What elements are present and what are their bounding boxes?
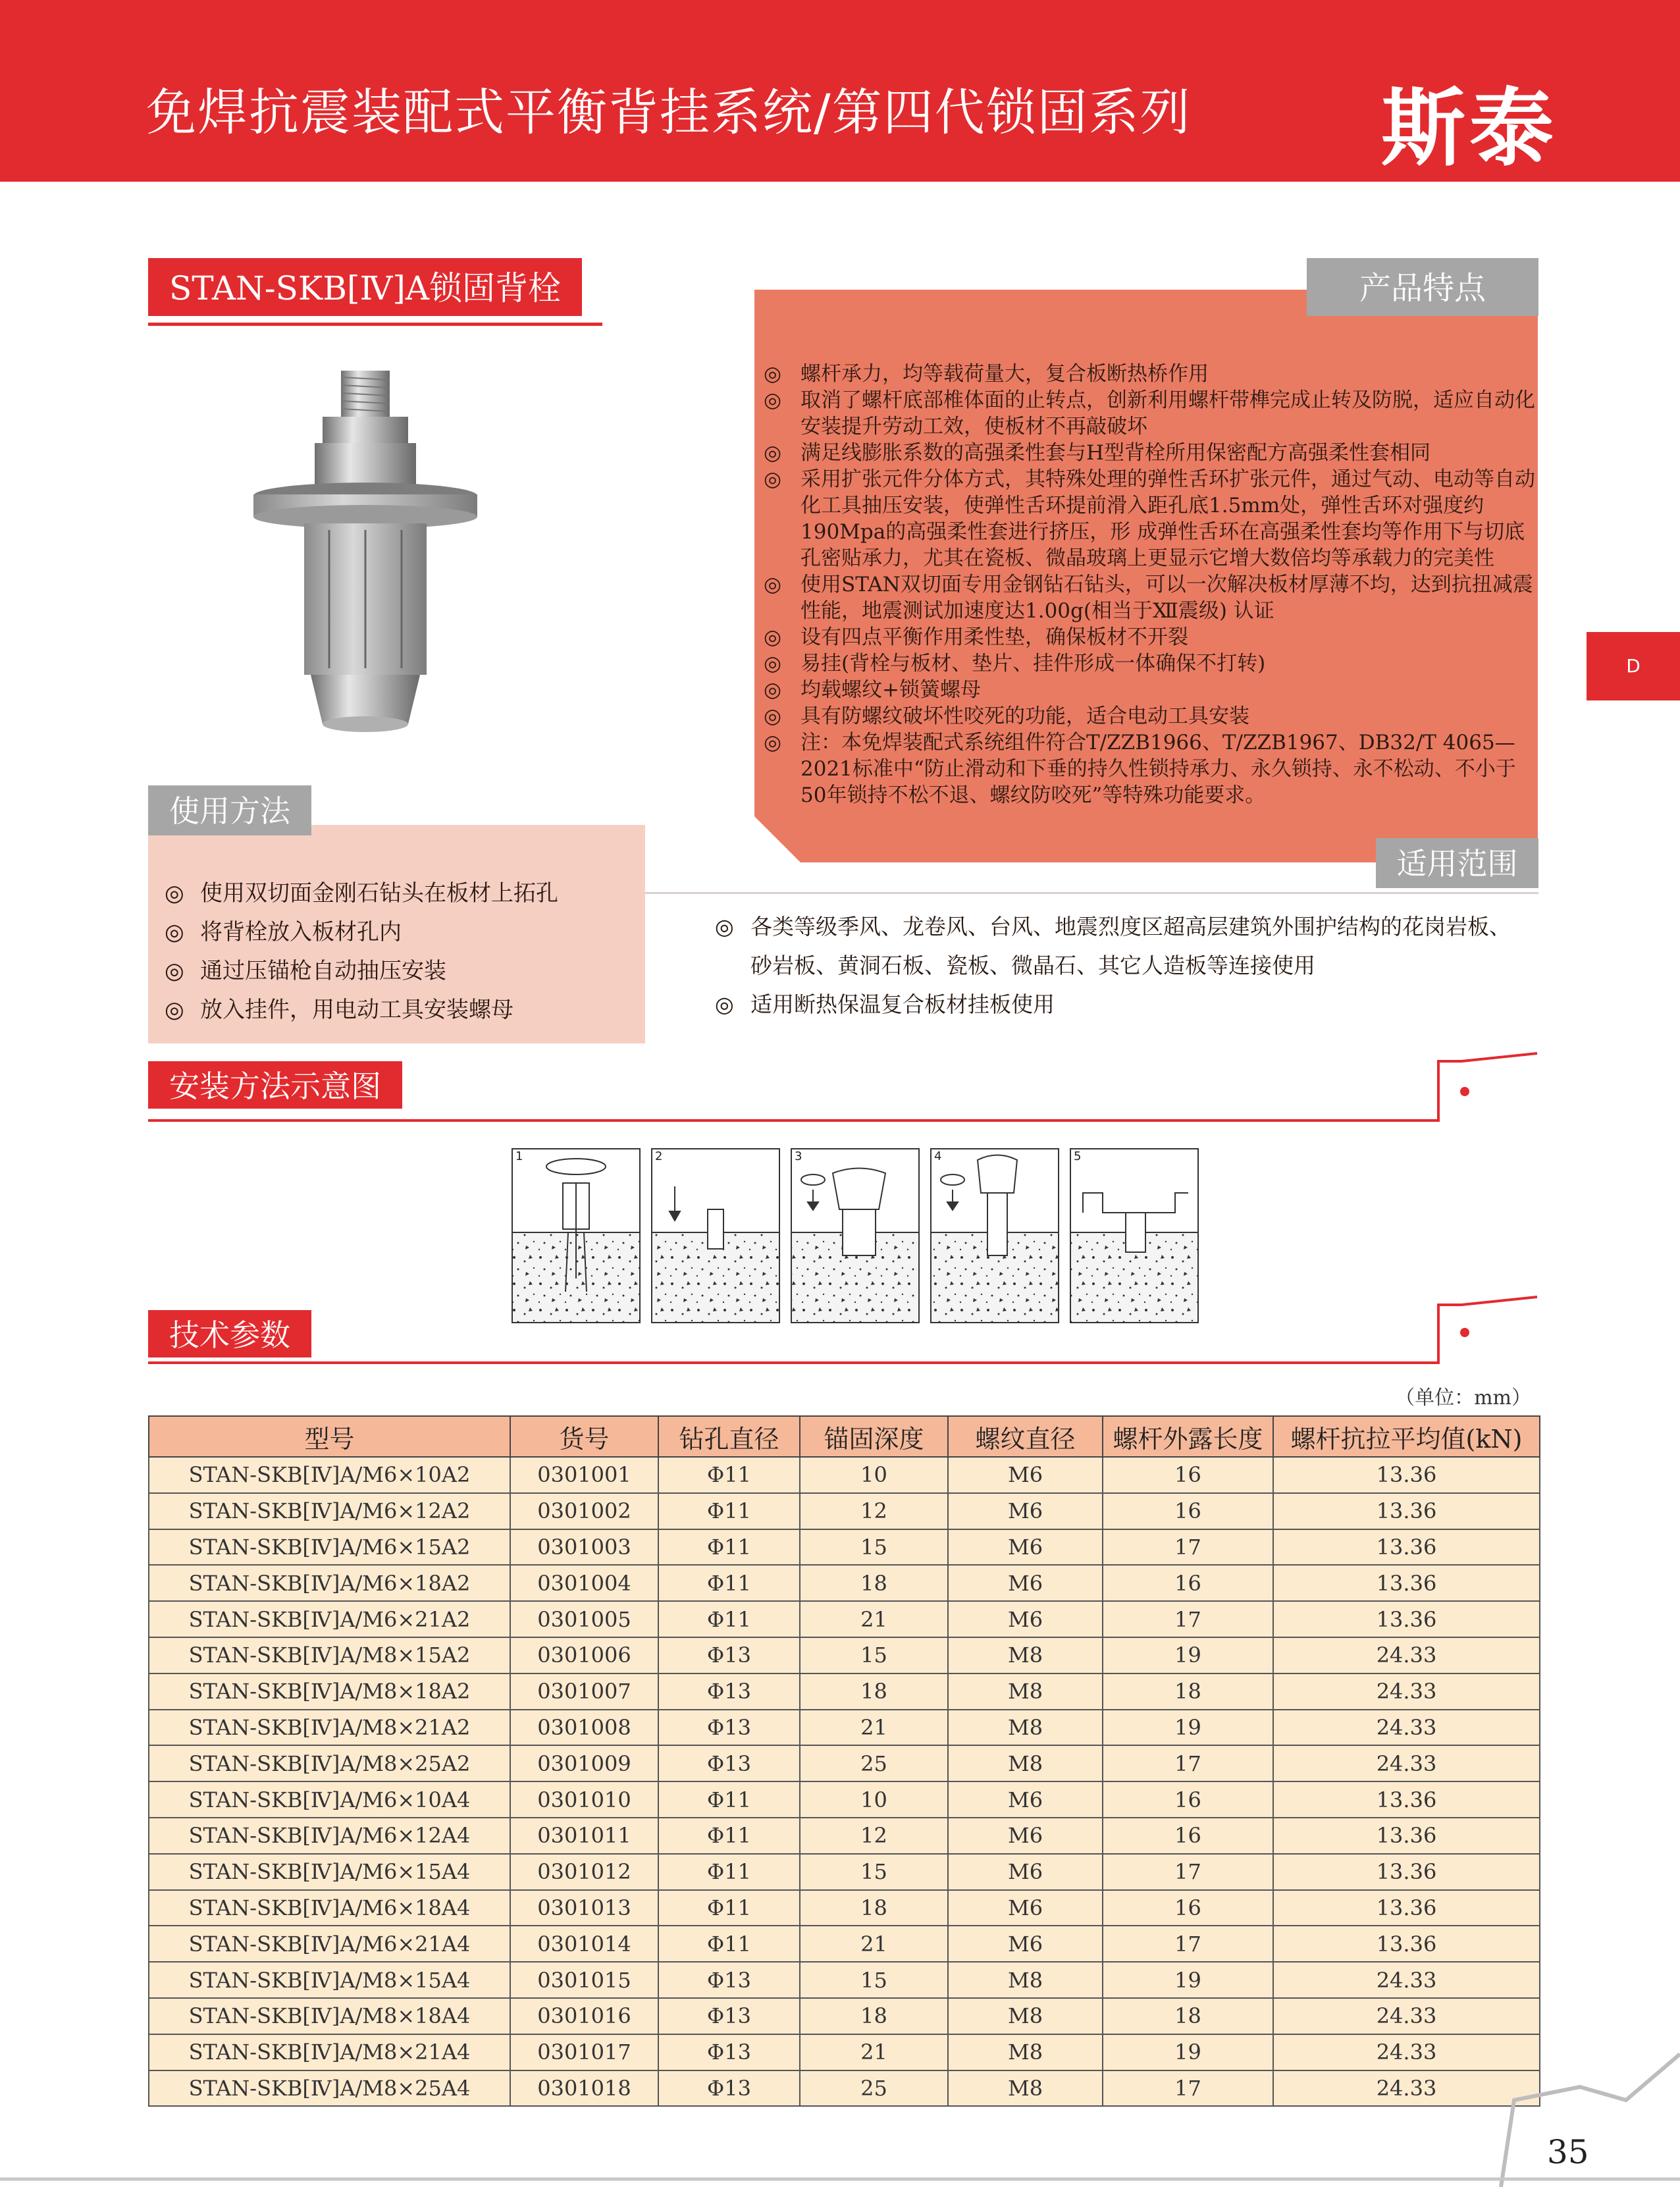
features-list [764, 361, 1538, 808]
table-cell: Φ13 [658, 1637, 800, 1673]
table-cell: 15 [800, 1529, 948, 1566]
table-cell: 21 [800, 1601, 948, 1637]
features-label: 产品特点 [1307, 258, 1538, 316]
table-cell: STAN-SKB[Ⅳ]A/M6×10A4 [149, 1781, 510, 1818]
table-cell: STAN-SKB[Ⅳ]A/M8×21A4 [149, 2034, 510, 2070]
scope-label: 适用范围 [1376, 838, 1538, 888]
table-cell: M8 [948, 1962, 1103, 1998]
table-row [149, 1781, 1540, 1818]
table-cell: 25 [800, 2070, 948, 2107]
table-cell: 0301001 [510, 1457, 658, 1493]
table-cell: 24.33 [1273, 1637, 1540, 1673]
table-cell: STAN-SKB[Ⅳ]A/M8×25A2 [149, 1745, 510, 1781]
table-row [149, 1890, 1540, 1926]
table-cell: STAN-SKB[Ⅳ]A/M6×21A2 [149, 1601, 510, 1637]
table-header-row [149, 1416, 1540, 1457]
table-row [149, 1565, 1540, 1601]
table-cell: Φ11 [658, 1529, 800, 1566]
table-cell: 13.36 [1273, 1493, 1540, 1529]
usage-item: ◎ 使用双切面金刚石钻头在板材上拓孔 [165, 874, 639, 913]
scope-list [715, 907, 1531, 1024]
table-cell: 0301011 [510, 1818, 658, 1854]
table-cell: Φ11 [658, 1493, 800, 1529]
table-cell: 24.33 [1273, 1710, 1540, 1746]
table-cell: 17 [1103, 1854, 1273, 1890]
table-cell: 0301017 [510, 2034, 658, 2070]
table-cell: STAN-SKB[Ⅳ]A/M6×21A4 [149, 1926, 510, 1962]
table-cell: M6 [948, 1565, 1103, 1601]
column-header: 锚固深度 [800, 1416, 948, 1457]
feature-item: ◎ 均载螺纹+锁簧螺母 [764, 677, 1538, 703]
table-cell: Φ11 [658, 1926, 800, 1962]
anchor-bolt-photo [250, 365, 481, 734]
table-cell: M6 [948, 1854, 1103, 1890]
table-cell: Φ11 [658, 1890, 800, 1926]
table-cell: 19 [1103, 1710, 1273, 1746]
section-side-tab: D [1587, 632, 1680, 700]
table-cell: M8 [948, 1673, 1103, 1710]
usage-item: ◎ 将背栓放入板材孔内 [165, 913, 639, 952]
table-cell: Φ13 [658, 1710, 800, 1746]
table-cell: M8 [948, 2070, 1103, 2107]
table-cell: 0301013 [510, 1890, 658, 1926]
table-cell: 25 [800, 1745, 948, 1781]
table-cell: 21 [800, 1926, 948, 1962]
footer-decoration [0, 2015, 1680, 2187]
feature-item: ◎ 采用扩张元件分体方式，其特殊处理的弹性舌环扩张元件，通过气动、电动等自动化工具抽压安装，使弹性舌环提前滑入距孔底1.5mm处，弹性舌环对强度约190Mpa的高强柔性套进行挤压，形 成弹性舌环在高强柔性套均等作用下与切底孔密贴承力，尤其在瓷板、微晶玻璃上更显示它增大数倍均等承载力的完美性 [764, 466, 1538, 571]
table-cell: 24.33 [1273, 1745, 1540, 1781]
table-cell: 18 [800, 1565, 948, 1601]
feature-item: ◎ 易挂(背栓与板材、垫片、挂件形成一体确保不打转) [764, 650, 1538, 677]
feature-item: ◎ 注：本免焊装配式系统组件符合T/ZZB1966、T/ZZB1967、DB32/T 4065—2021标准中“防止滑动和下垂的持久性锁持承力、永久锁持、永不松动、不小于50年锁持不松不退、螺纹防咬死”等特殊功能要求。 [764, 729, 1538, 808]
table-cell: Φ13 [658, 1962, 800, 1998]
table-cell: 18 [800, 1998, 948, 2034]
section-divider-decoration [148, 1047, 1544, 1126]
table-cell: STAN-SKB[Ⅳ]A/M6×18A2 [149, 1565, 510, 1601]
table-cell: 24.33 [1273, 1962, 1540, 1998]
table-cell: 13.36 [1273, 1781, 1540, 1818]
table-cell: Φ13 [658, 2070, 800, 2107]
feature-item: ◎ 设有四点平衡作用柔性垫，确保板材不开裂 [764, 624, 1538, 650]
table-cell: 13.36 [1273, 1529, 1540, 1566]
table-cell: STAN-SKB[Ⅳ]A/M6×10A2 [149, 1457, 510, 1493]
table-cell: 24.33 [1273, 2070, 1540, 2107]
table-cell: Φ11 [658, 1854, 800, 1890]
table-cell: 0301010 [510, 1781, 658, 1818]
table-cell: 13.36 [1273, 1890, 1540, 1926]
column-header: 螺杆抗拉平均值(kN) [1273, 1416, 1540, 1457]
table-cell: 16 [1103, 1781, 1273, 1818]
table-cell: 15 [800, 1854, 948, 1890]
brand-logo: 斯泰 [1381, 80, 1558, 178]
table-cell: STAN-SKB[Ⅳ]A/M6×15A2 [149, 1529, 510, 1566]
feature-item: ◎ 使用STAN双切面专用金钢钻石钻头，可以一次解决板材厚薄不均，达到抗扭减震性能，地震测试加速度达1.00g(相当于Ⅻ震级) 认证 [764, 571, 1538, 624]
table-cell: 0301006 [510, 1637, 658, 1673]
table-cell: STAN-SKB[Ⅳ]A/M8×21A2 [149, 1710, 510, 1746]
table-cell: M6 [948, 1529, 1103, 1566]
table-cell: M8 [948, 1745, 1103, 1781]
table-cell: 16 [1103, 1457, 1273, 1493]
table-cell: Φ11 [658, 1457, 800, 1493]
table-cell: STAN-SKB[Ⅳ]A/M8×15A4 [149, 1962, 510, 1998]
table-cell: 0301008 [510, 1710, 658, 1746]
table-cell: STAN-SKB[Ⅳ]A/M6×12A4 [149, 1818, 510, 1854]
table-row [149, 1529, 1540, 1566]
table-cell: Φ11 [658, 1565, 800, 1601]
table-cell: M8 [948, 1710, 1103, 1746]
table-cell: 0301007 [510, 1673, 658, 1710]
table-cell: 13.36 [1273, 1565, 1540, 1601]
table-cell: M8 [948, 2034, 1103, 2070]
table-row [149, 1926, 1540, 1962]
product-name: STAN-SKB[Ⅳ]A锁固背栓 [169, 269, 562, 307]
table-cell: 21 [800, 1710, 948, 1746]
table-cell: 0301004 [510, 1565, 658, 1601]
spec-table-body [149, 1457, 1540, 2106]
feature-item: ◎ 满足线膨胀系数的高强柔性套与H型背栓所用保密配方高强柔性套相同 [764, 440, 1538, 466]
document-title: 免焊抗震装配式平衡背挂系统/第四代锁固系列 [146, 83, 1192, 142]
column-header: 型号 [149, 1416, 510, 1457]
table-cell: 0301002 [510, 1493, 658, 1529]
table-cell: 19 [1103, 1637, 1273, 1673]
table-cell: 24.33 [1273, 2034, 1540, 2070]
table-cell: M6 [948, 1926, 1103, 1962]
table-cell: M6 [948, 1818, 1103, 1854]
usage-label: 使用方法 [148, 785, 311, 835]
table-cell: 19 [1103, 2034, 1273, 2070]
table-cell: 18 [800, 1673, 948, 1710]
install-label: 安装方法示意图 [148, 1061, 402, 1109]
table-cell: 13.36 [1273, 1926, 1540, 1962]
product-name-tab [148, 258, 582, 316]
table-cell: STAN-SKB[Ⅳ]A/M8×15A2 [149, 1637, 510, 1673]
usage-list [165, 874, 639, 1030]
table-cell: M8 [948, 1637, 1103, 1673]
table-cell: Φ13 [658, 1998, 800, 2034]
table-cell: 0301003 [510, 1529, 658, 1566]
scope-item: ◎ 适用断热保温复合板材挂板使用 [715, 985, 1531, 1024]
table-cell: 16 [1103, 1493, 1273, 1529]
table-cell: 0301014 [510, 1926, 658, 1962]
table-cell: Φ11 [658, 1601, 800, 1637]
table-cell: Φ13 [658, 1673, 800, 1710]
usage-item: ◎ 通过压锚枪自动抽压安装 [165, 952, 639, 991]
table-cell: 12 [800, 1818, 948, 1854]
table-cell: 21 [800, 2034, 948, 2070]
table-cell: 10 [800, 1457, 948, 1493]
table-cell: 17 [1103, 1745, 1273, 1781]
table-cell: 0301016 [510, 1998, 658, 2034]
table-cell: 0301018 [510, 2070, 658, 2107]
table-cell: 0301005 [510, 1601, 658, 1637]
usage-item: ◎ 放入挂件，用电动工具安装螺母 [165, 991, 639, 1030]
column-header: 螺杆外露长度 [1103, 1416, 1273, 1457]
table-row [149, 1637, 1540, 1673]
table-row [149, 1710, 1540, 1746]
table-cell: 13.36 [1273, 1601, 1540, 1637]
table-row [149, 1854, 1540, 1890]
table-cell: 24.33 [1273, 1673, 1540, 1710]
table-cell: 13.36 [1273, 1457, 1540, 1493]
table-cell: 16 [1103, 1818, 1273, 1854]
table-row [149, 1673, 1540, 1710]
column-header: 货号 [510, 1416, 658, 1457]
table-cell: M6 [948, 1493, 1103, 1529]
product-name-underline [148, 323, 602, 326]
table-cell: 17 [1103, 1529, 1273, 1566]
table-cell: M8 [948, 1998, 1103, 2034]
table-cell: STAN-SKB[Ⅳ]A/M6×18A4 [149, 1890, 510, 1926]
table-cell: STAN-SKB[Ⅳ]A/M6×12A2 [149, 1493, 510, 1529]
table-row [149, 1818, 1540, 1854]
table-cell: 0301012 [510, 1854, 658, 1890]
table-cell: M6 [948, 1457, 1103, 1493]
spec-table [148, 1415, 1540, 2107]
feature-item: ◎ 具有防螺纹破坏性咬死的功能，适合电动工具安装 [764, 703, 1538, 729]
table-cell: 16 [1103, 1890, 1273, 1926]
column-header: 螺纹直径 [948, 1416, 1103, 1457]
table-cell: M6 [948, 1890, 1103, 1926]
table-cell: 18 [1103, 1998, 1273, 2034]
table-cell: 16 [1103, 1565, 1273, 1601]
table-cell: Φ11 [658, 1781, 800, 1818]
table-cell: 0301015 [510, 1962, 658, 1998]
step-number-4: 4 [934, 1149, 942, 1163]
table-row [149, 1601, 1540, 1637]
specs-label: 技术参数 [148, 1310, 311, 1357]
table-cell: STAN-SKB[Ⅳ]A/M8×25A4 [149, 2070, 510, 2107]
scope-item: ◎ 各类等级季风、龙卷风、台风、地震烈度区超高层建筑外围护结构的花岗岩板、砂岩板、黄洞石板、瓷板、微晶石、其它人造板等连接使用 [715, 907, 1531, 985]
step-number-5: 5 [1074, 1149, 1082, 1163]
table-cell: 10 [800, 1781, 948, 1818]
step-number-1: 1 [515, 1149, 523, 1163]
step-number-2: 2 [655, 1149, 663, 1163]
table-cell: 24.33 [1273, 1998, 1540, 2034]
table-cell: 17 [1103, 1926, 1273, 1962]
table-cell: STAN-SKB[Ⅳ]A/M8×18A4 [149, 1998, 510, 2034]
scope-divider [645, 892, 1538, 894]
table-cell: Φ11 [658, 1818, 800, 1854]
table-cell: Φ13 [658, 2034, 800, 2070]
table-cell: M6 [948, 1781, 1103, 1818]
table-row [149, 1457, 1540, 1493]
table-cell: Φ13 [658, 1745, 800, 1781]
table-cell: 15 [800, 1962, 948, 1998]
table-cell: STAN-SKB[Ⅳ]A/M8×18A2 [149, 1673, 510, 1710]
table-row [149, 1493, 1540, 1529]
step-number-3: 3 [795, 1149, 802, 1163]
table-cell: M6 [948, 1601, 1103, 1637]
table-row [149, 1962, 1540, 1998]
table-cell: 13.36 [1273, 1854, 1540, 1890]
column-header: 钻孔直径 [658, 1416, 800, 1457]
table-cell: 18 [800, 1890, 948, 1926]
unit-label: （单位：mm） [1395, 1386, 1531, 1410]
table-cell: 0301009 [510, 1745, 658, 1781]
table-cell: 17 [1103, 2070, 1273, 2107]
table-cell: 18 [1103, 1673, 1273, 1710]
section-divider-decoration [148, 1290, 1544, 1369]
feature-item: ◎ 螺杆承力，均等载荷量大，复合板断热桥作用 [764, 361, 1538, 387]
page-number: 35 [1547, 2133, 1589, 2171]
table-cell: 12 [800, 1493, 948, 1529]
table-row [149, 1745, 1540, 1781]
feature-item: ◎ 取消了螺杆底部椎体面的止转点，创新利用螺杆带榫完成止转及防脱，适应自动化安装提升劳动工效，使板材不再敲破坏 [764, 387, 1538, 440]
table-cell: 17 [1103, 1601, 1273, 1637]
table-cell: 13.36 [1273, 1818, 1540, 1854]
table-cell: STAN-SKB[Ⅳ]A/M6×15A4 [149, 1854, 510, 1890]
table-cell: 19 [1103, 1962, 1273, 1998]
table-cell: 15 [800, 1637, 948, 1673]
